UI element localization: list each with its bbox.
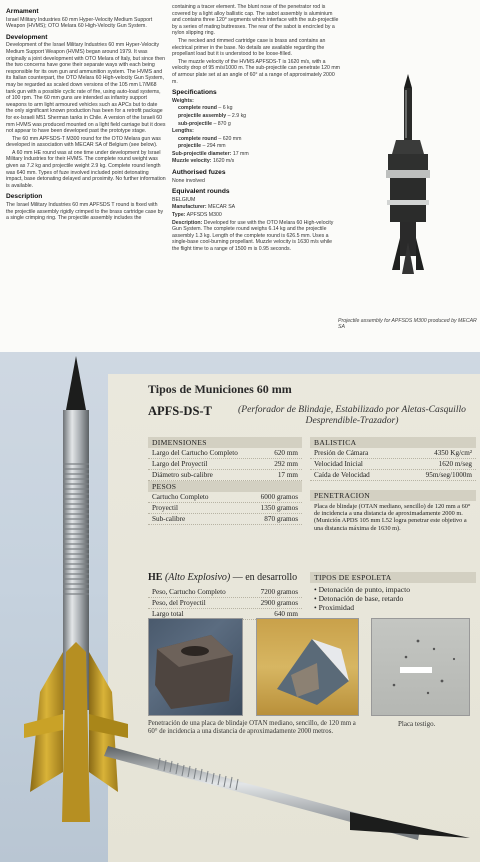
spec-row [172, 143, 340, 150]
row-value: 292 mm [274, 460, 298, 468]
projectile-tip [404, 74, 412, 88]
row-value: 1350 gramos [260, 504, 298, 512]
spec-label: projectile assembly [178, 112, 227, 119]
description-text: The Israel Military Industries 60 mm APFSDS T round is fixed with the projectile assembly rigidly crimped to the brass cartridge case by a single crimping ring. The projectile assembly includes the [6, 202, 164, 222]
spec-row [172, 158, 340, 165]
specifications-heading: Specifications [172, 89, 217, 97]
spec-value: 17 mm [231, 150, 249, 157]
spec-value: – 2.9 kg [226, 112, 247, 119]
vertical-round-grooves [63, 464, 89, 594]
spec-value: – 870 g [212, 120, 231, 127]
equivalent-type [172, 212, 340, 219]
rod-highlight [405, 90, 407, 138]
penetration-photo-caption: Penetración de una placa de blindaje OTAN mediano, sencillo, de 120 mm a 60° de incidencia a una distancia de aproximadamente 2000 metros. [148, 720, 356, 735]
manufacturer-label: Manufacturer: [172, 204, 207, 211]
penetration-header: PENETRACION [310, 490, 476, 501]
armament-text: Israel Military Industries 60 mm Hyper-Velocity Medium Support Weapon (HVMS); OTO Melara 60 High-Velocity Gun System. [6, 16, 153, 30]
row-label: Largo del Cartucho Completo [152, 449, 238, 457]
spec-label: complete round [178, 105, 217, 112]
vertical-round-tip [66, 356, 86, 410]
fuze-type-item: • Detonación de base, retardo [314, 594, 472, 603]
fuze-type-item: • Proximidad [314, 603, 472, 612]
row-value: 6000 gramos [260, 493, 298, 501]
spec-row [172, 136, 340, 143]
development-paragraph-2: The 60 mm APFSDS-T M300 round for the OTO Melara gun was developed in association with MECAR SA of Belgium (see below). [6, 135, 161, 149]
weights-header: PESOS [148, 481, 302, 492]
development-heading: Development [6, 33, 48, 41]
fin-right [416, 238, 424, 270]
text-column-middle [172, 4, 340, 254]
row-label: Peso, del Proyectil [152, 599, 206, 607]
sabot-ring [386, 170, 430, 178]
fin-center [62, 642, 90, 822]
description-continued-2: The necked and rimmed cartridge case is brass and contains an electrical primer in the base. No details are available regarding the propellant load but it is understood to be loose-filled. [172, 37, 326, 58]
development-paragraph-1: Development of the Israel Military Industries 60 mm Hyper-Velocity Medium Support Weapon (HVMS) began around 1979. It was originally a joint development with OTO Melara of Italy, but since then the two concerns have gone their separate ways with each being responsible for its own gun and ammunition system. The HVMS and its Italian counterpart, the OTO Melara 60 High-velocity Gun System, may be regarded as scaled down versions of the 105 mm L7/M68 tank gun with a possible cyclic rate of fire, using auto-load systems, of 100 rpm. The 60 mm guns are intended as infantry support weapons to arm light armoured vehicles such as APCs but to date the only significant known production has been for a retrofit package for ex-Israeli M51 Sherman tanks in Chile. A version of the Israeli 60 mm HVMS was produced mounted on a light field carriage but it does not appear to have been developed past the prototype stage. [6, 42, 166, 135]
he-italic: (Alto Explosivo) [164, 572, 231, 583]
equivalent-manufacturer [172, 204, 340, 211]
fin-left [392, 238, 400, 270]
sabot-body [388, 154, 428, 170]
spec-label: Weights: [172, 97, 194, 104]
spec-value: – 6 kg [216, 105, 233, 112]
equivalent-description [172, 220, 340, 253]
spec-row [172, 98, 340, 105]
row-value: 17 mm [277, 471, 298, 479]
row-value: 2900 gramos [260, 599, 298, 607]
penetration-text: Placa de blindaje (OTAN mediano, sencillo) de 120 mm a 60° de incidencia a una distancia de aproximadamente 2000 m. (Munición APDS 105 mm L52 logra penetrar este objetivo a una distancia máxima de 1630 m). [314, 503, 471, 532]
brochure-title: Tipos de Municiones 60 mm [148, 382, 292, 396]
spec-label: Lengths: [172, 128, 194, 135]
dimensions-header: DIMENSIONES [148, 437, 302, 448]
row-value: 620 mm [274, 449, 298, 457]
row-label: Caída de Velocidad [314, 471, 370, 479]
row-value: 4350 Kg/cm² [434, 449, 472, 457]
spec-row [172, 151, 340, 158]
brochure-photo [0, 352, 480, 862]
projectile-assembly-image [338, 70, 478, 320]
type-value: APFSDS M300 [186, 212, 222, 219]
armament-heading: Armament [6, 8, 39, 15]
row-value: 1620 m/seg [438, 460, 472, 468]
he-label: HE [148, 572, 163, 583]
fuze-type-item: • Detonación de punto, impacto [314, 585, 472, 594]
row-label: Presión de Cámara [314, 449, 369, 457]
equivalent-country: BELGIUM [172, 196, 196, 203]
spec-row [172, 121, 340, 128]
sabot-front [392, 140, 424, 154]
description-label: Description: [172, 219, 203, 226]
spec-row [172, 113, 340, 120]
row-label: Largo del Proyectil [152, 460, 208, 468]
fuze-types-header: TIPOS DE ESPOLETA [310, 572, 476, 583]
row-value: 95m/seg/1000m [425, 471, 472, 479]
spec-label: projectile [178, 143, 202, 150]
row-label: Peso, Cartucho Completo [152, 588, 226, 596]
witness-plate-caption: Placa testigo. [398, 720, 436, 728]
row-label: Velocidad Inicial [314, 460, 363, 468]
slipping-ring [387, 200, 429, 205]
development-paragraph-3: A 60 mm HE round was at one time under development by Israel Military Industries for their HVMS. The complete round weight was given as 7.2 kg and projectile weight 2.9 kg. Complete round length was 640 mm. Types of fuze involved included point detonating impact, base detonating delayed and proximity. No further information is available. [6, 149, 166, 189]
spec-label: Muzzle velocity: [172, 158, 212, 165]
description-continued-3: The muzzle velocity of the HVMS APFSDS-T is 1620 m/s, with a velocity drop of 95 m/s/1000 m. The sub-projectile can penetrate 120 mm of armour plate set at an angle of 60° at a range of approximately 2000 m. [172, 58, 341, 85]
ballistics-header: BALISTICA [310, 437, 476, 448]
spec-label: Sub-projectile diameter: [172, 150, 232, 157]
spec-value: – 620 mm [216, 135, 242, 142]
authorised-fuzes-heading: Authorised fuzes [172, 169, 226, 177]
ammunition-rounds-illustration [0, 352, 480, 862]
row-value: 640 mm [274, 610, 298, 618]
authorised-fuzes-text: None involved [172, 177, 205, 184]
round-description: (Perforador de Blindaje, Estabilizado por Aletas-Casquillo Desprendible-Trazador) [238, 404, 466, 426]
text-column-left [6, 4, 166, 223]
spec-label: complete round [178, 135, 217, 142]
description-continued-1: containing a tracer element. The blunt nose of the penetrator rod is covered by a light alloy ballistic cap. The sabot assembly is aluminium and contains three 120° segments which interface with the sub-projectile by a series of mating buttresses. The rear of the sabot is encircled by a nylon slipping ring. [172, 4, 339, 37]
type-label: Type: [172, 212, 186, 219]
row-label: Largo total [152, 610, 184, 618]
diagonal-round [104, 746, 470, 840]
description-value: Developed for use with the OTO Melara 60 High-velocity Gun System. The complete round weighs 6.14 kg and the projectile assembly 1.3 kg. Length of the complete round is 626.5 mm. Uses a single-base cool-burning propellant. Muzzle velocity is 1630 m/s while the flight time to a range of 1500 m is 0.95 seconds. [172, 219, 334, 252]
spec-value: – 294 mm [201, 143, 226, 150]
spec-row [172, 128, 340, 135]
description-heading: Description [6, 193, 43, 201]
book-page [0, 0, 480, 352]
figure-caption: Projectile assembly for APFSDS M300 produced by MECAR SA [338, 318, 477, 331]
spec-label: sub-projectile [178, 120, 213, 127]
specifications-list [172, 98, 340, 165]
row-value: 870 gramos [264, 515, 298, 523]
row-label: Cartucho Completo [152, 493, 209, 501]
row-value: 7200 gramos [260, 588, 298, 596]
round-designation: APFS-DS-T [148, 404, 212, 418]
row-label: Diámetro sub-calibre [152, 471, 213, 479]
manufacturer-value: MECAR SA [208, 204, 236, 211]
row-label: Proyectil [152, 504, 178, 512]
spec-row [172, 105, 340, 112]
equivalent-rounds-heading: Equivalent rounds [172, 188, 230, 196]
spec-value: 1620 m/s [211, 158, 235, 165]
he-status: — en desarrollo [232, 572, 298, 583]
row-label: Sub-calibre [152, 515, 186, 523]
